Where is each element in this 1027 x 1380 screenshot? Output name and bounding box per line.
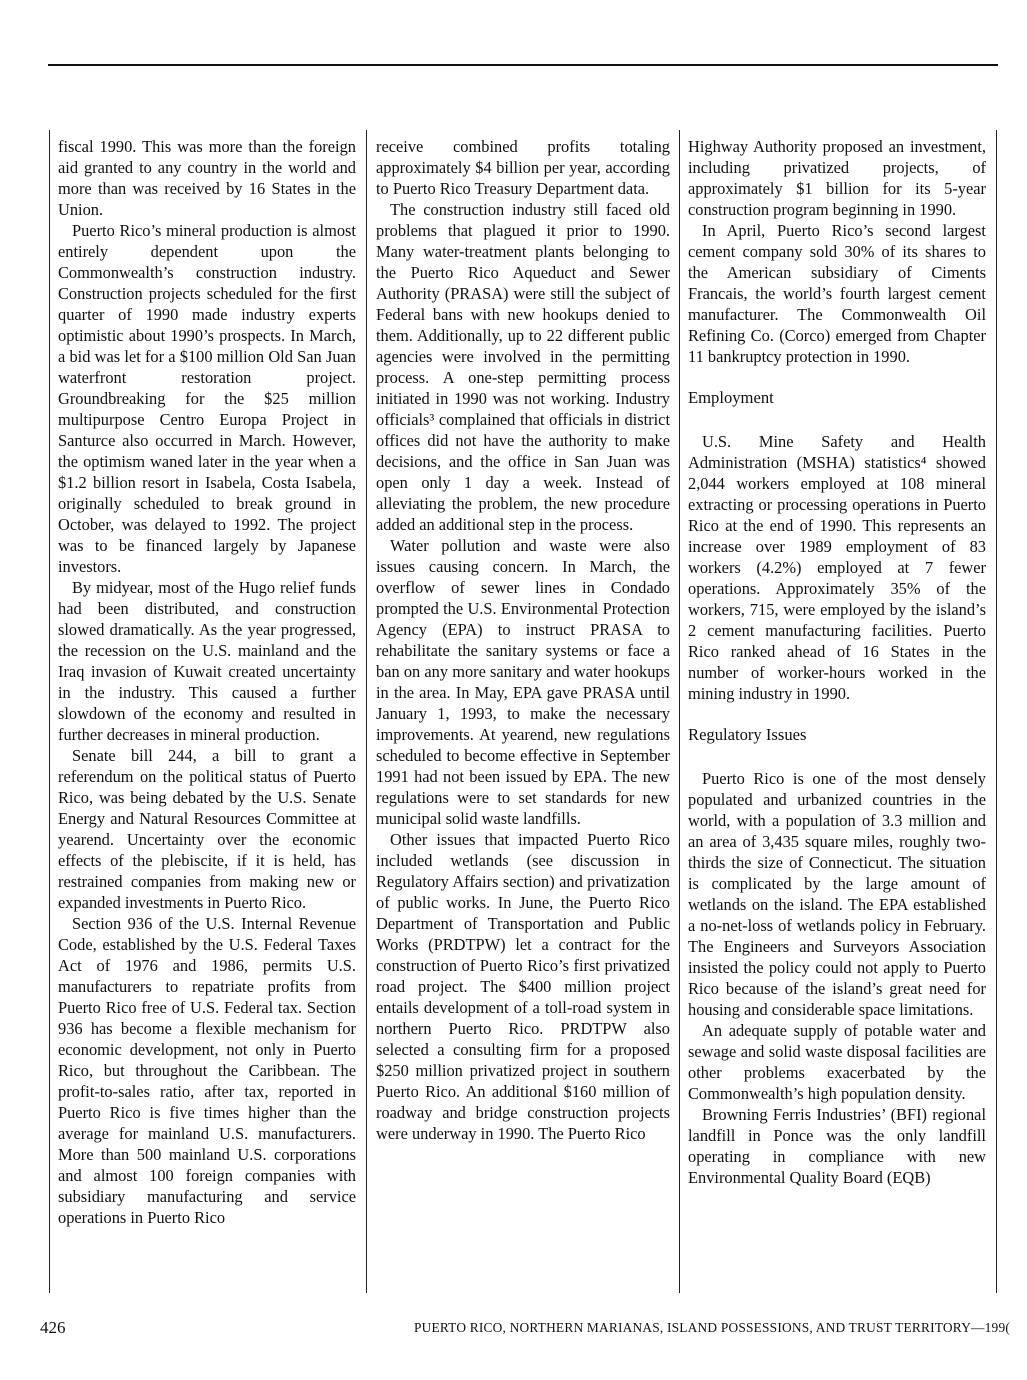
paragraph: Puerto Rico’s mineral production is almost entirely dependent upon the Commonwealth’s construction industry. Construction projects scheduled for the first quarter of 1990 made industry experts optimistic about 1990’s prospects. In March, a bid was let for a $100 million Old San Juan waterfront restoration project. Groundbreaking for the $25 million multipurpose Centro Europa Project in Santurce also occurred in March. However, the optimism waned later in the year when a $1.2 billion resort in Isabela, Costa Isabela, originally scheduled to break ground in October, was delayed to 1992. The project was to be financed largely by Japanese investors.	[58, 221, 356, 576]
column-rule-middle-1	[366, 130, 367, 1293]
paragraph: By midyear, most of the Hugo relief funds had been distributed, and construction slowed dramatically. As the year progressed, the recession on the U.S. mainland and the Iraq invasion of Kuwait created uncertainty in the industry. This caused a further slowdown of the economy and resulted in further decreases in mineral production.	[58, 578, 356, 744]
paragraph: Senate bill 244, a bill to grant a referendum on the political status of Puerto Rico, was being debated by the U.S. Senate Energy and Natural Resources Committee at yearend. Uncertainty over the economic effects of the plebiscite, if it is held, has restrained companies from making new or expanded investments in Puerto Rico.	[58, 746, 356, 912]
column-rule-right	[996, 130, 997, 1293]
paragraph: Other issues that impacted Puerto Rico included wetlands (see discussion in Regulatory Affairs section) and privatization of public works. In June, the Puerto Rico Department of Transportation and Public Works (PRDTPW) let a contract for the construction of Puerto Rico’s first privatized road project. The $400 million project entails development of a toll-road system in northern Puerto Rico. PRDTPW also selected a consulting firm for a proposed $250 million privatized project in southern Puerto Rico. An additional $160 million of roadway and bridge construction projects were underway in 1990. The Puerto Rico	[376, 830, 670, 1143]
top-rule	[48, 64, 998, 66]
paragraph: fiscal 1990. This was more than the foreign aid granted to any country in the world and more than was received by 16 States in the Union.	[58, 137, 356, 219]
paragraph: An adequate supply of potable water and sewage and solid waste disposal facilities are other problems exacerbated by the Commonwealth’s high population density.	[688, 1021, 986, 1103]
column-3	[688, 136, 986, 1188]
paragraph: Browning Ferris Industries’ (BFI) regional landfill in Ponce was the only landfill operating in compliance with new Environmental Quality Board (EQB)	[688, 1105, 986, 1187]
paragraph: U.S. Mine Safety and Health Administration (MSHA) statistics⁴ showed 2,044 workers employed at 108 mineral extracting or processing operations in Puerto Rico at the end of 1990. This represents an increase over 1989 employment of 83 workers (4.2%) employed at 7 fewer operations. Approximately 35% of the workers, 715, were employed by the island’s 2 cement manufacturing facilities. Puerto Rico ranked ahead of 16 States in the number of worker-hours worked in the mining industry in 1990.	[688, 432, 986, 703]
running-head: PUERTO RICO, NORTHERN MARIANAS, ISLAND POSSESSIONS, AND TRUST TERRITORY—199(	[413, 1320, 1010, 1335]
column-rule-middle-2	[679, 130, 680, 1293]
section-heading-employment: Employment	[688, 388, 774, 407]
column-2	[376, 136, 670, 1144]
paragraph: The construction industry still faced old problems that plagued it prior to 1990. Many water-treatment plants belonging to the Puerto Rico Aqueduct and Sewer Authority (PRASA) were still the subject of Federal bans with new hookups denied to them. Additionally, up to 22 different public agencies were involved in the permitting process. A one-step permitting process initiated in 1990 was not working. Industry officials³ complained that officials in district offices did not have the authority to make decisions, and the office in San Juan was open only 1 day a week. Instead of alleviating the problem, the new procedure added an additional step in the process.	[376, 200, 670, 534]
paragraph: Puerto Rico is one of the most densely populated and urbanized countries in the world, with a population of 3.3 million and an area of 3,435 square miles, roughly two-thirds the size of Connecticut. The situation is complicated by the large amount of wetlands on the island. The EPA established a no-net-loss of wetlands policy in February. The Engineers and Surveyors Association insisted the policy could not apply to Puerto Rico because of the island’s great need for housing and considerable space limitations.	[688, 769, 986, 1019]
column-rule-left	[49, 130, 50, 1293]
page-footer	[40, 1318, 1010, 1342]
paragraph: Highway Authority proposed an investment, including privatized projects, of approximately $1 billion for its 5-year construction program beginning in 1990.	[688, 137, 986, 219]
page-number: 426	[40, 1318, 66, 1337]
paragraph: receive combined profits totaling approximately $4 billion per year, according to Puerto Rico Treasury Department data.	[376, 137, 670, 198]
paragraph: Water pollution and waste were also issues causing concern. In March, the overflow of sewer lines in Condado prompted the U.S. Environmental Protection Agency (EPA) to instruct PRASA to rehabilitate the sanitary systems or face a ban on any more sanitary and water hookups in the area. In May, EPA gave PRASA until January 1, 1993, to make the necessary improvements. At yearend, new regulations scheduled to become effective in September 1991 had not been issued by EPA. The new regulations were to set standards for new municipal solid waste landfills.	[376, 536, 670, 828]
paragraph: In April, Puerto Rico’s second largest cement company sold 30% of its shares to the American subsidiary of Ciments Francais, the world’s fourth largest cement manufacturer. The Commonwealth Oil Refining Co. (Corco) emerged from Chapter 11 bankruptcy protection in 1990.	[688, 221, 986, 366]
column-1	[58, 136, 356, 1228]
paragraph: Section 936 of the U.S. Internal Revenue Code, established by the U.S. Federal Taxes Act of 1976 and 1986, permits U.S. manufacturers to repatriate profits from Puerto Rico free of U.S. Federal tax. Section 936 has become a flexible mechanism for economic development, not only in Puerto Rico, but throughout the Caribbean. The profit-to-sales ratio, after tax, reported in Puerto Rico is five times higher than the average for mainland U.S. manufacturers. More than 500 mainland U.S. corporations and almost 100 foreign companies with subsidiary manufacturing and service operations in Puerto Rico	[58, 914, 356, 1227]
section-heading-regulatory-issues: Regulatory Issues	[688, 725, 807, 744]
